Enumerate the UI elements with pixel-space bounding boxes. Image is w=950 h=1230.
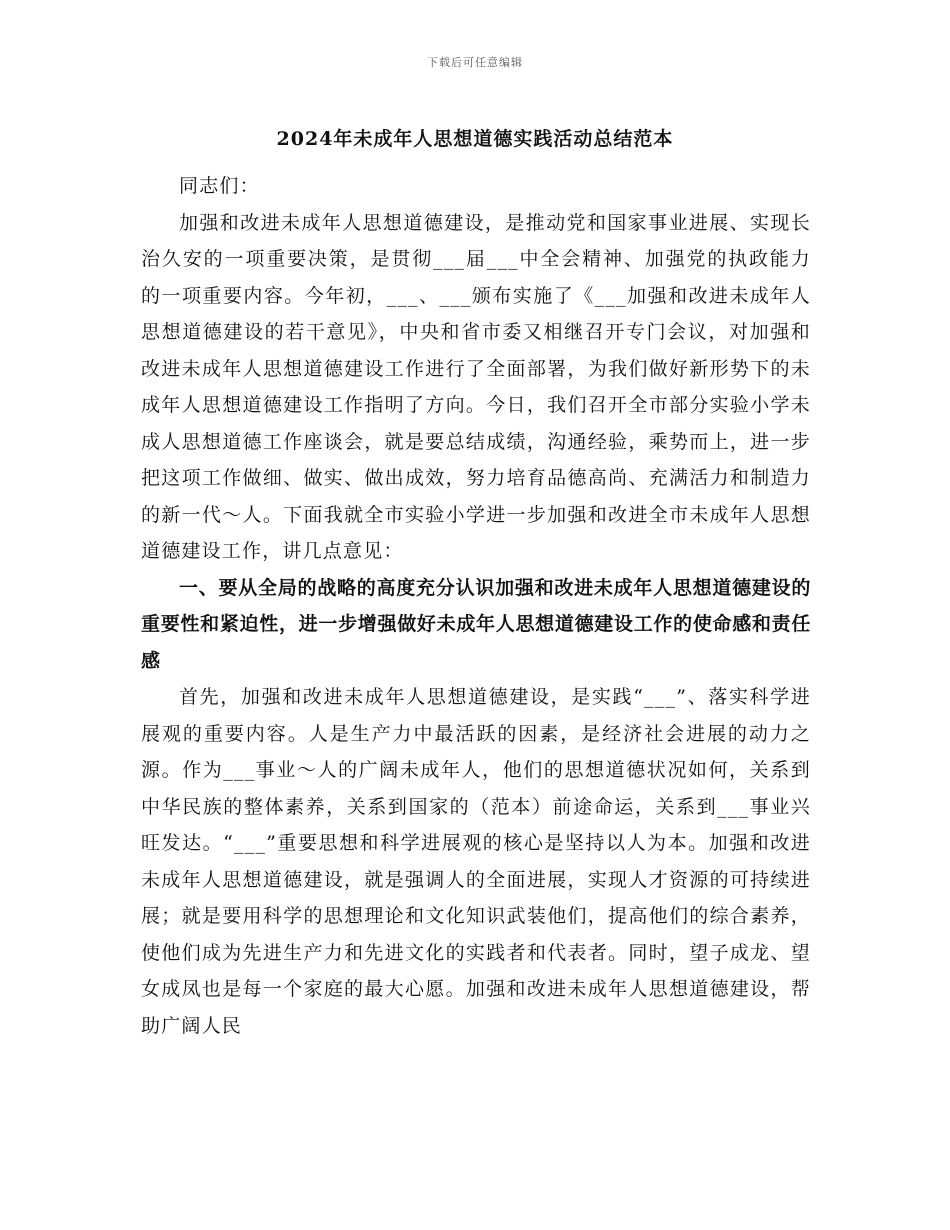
document-title: 2024年未成年人思想道德实践活动总结范本: [276, 128, 674, 150]
paragraph-section-1: 首先，加强和改进未成年人思想道德建设，是实践“___”、落实科学进展观的重要内容。人是生产力中最活跃的因素，是经济社会进展的动力之源。作为___事业～人的广阔未成年人，他们的思想道德状况如何，关系到中华民族的整体素养，关系到国家的（范本）前途命运，关系到___事业兴旺发达。“___”重要思想和科学进展观的核心是坚持以人为本。加强和改进未成年人思想道德建设，就是强调人的全面进展，实现人才资源的可持续进展；就是要用科学的思想理论和文化知识武装他们，提高他们的综合素养，使他们成为先进生产力和先进文化的实践者和代表者。同时，望子成龙、望女成凤也是每一个家庭的最大心愿。加强和改进未成年人思想道德建设，帮助广阔人民: [141, 686, 811, 1037]
section-heading-1: 一、要从全局的战略的高度充分认识加强和改进未成年人思想道德建设的重要性和紧迫性，进一步增强做好未成年人思想道德建设工作的使命感和责任感: [141, 576, 811, 672]
header-note: 下载后可任意编辑: [427, 56, 523, 69]
document-body: [141, 168, 811, 1044]
paragraph-intro: 加强和改进未成年人思想道德建设，是推动党和国家事业进展、实现长治久安的一项重要决策，是贯彻___届___中全会精神、加强党的执政能力的一项重要内容。今年初，___、___颁布实施了《___加强和改进未成年人思想道德建设的若干意见》，中央和省市委又相继召开专门会议，对加强和改进未成年人思想道德建设工作进行了全面部署，为我们做好新形势下的未成年人思想道德建设工作指明了方向。今日，我们召开全市部分实验小学未成人思想道德工作座谈会，就是要总结成绩，沟通经验，乘势而上，进一步把这项工作做细、做实、做出成效，努力培育品德高尚、充满活力和制造力的新一代～人。下面我就全市实验小学进一步加强和改进全市未成年人思想道德建设工作，讲几点意见：: [141, 211, 811, 562]
salutation: 同志们：: [179, 175, 260, 197]
